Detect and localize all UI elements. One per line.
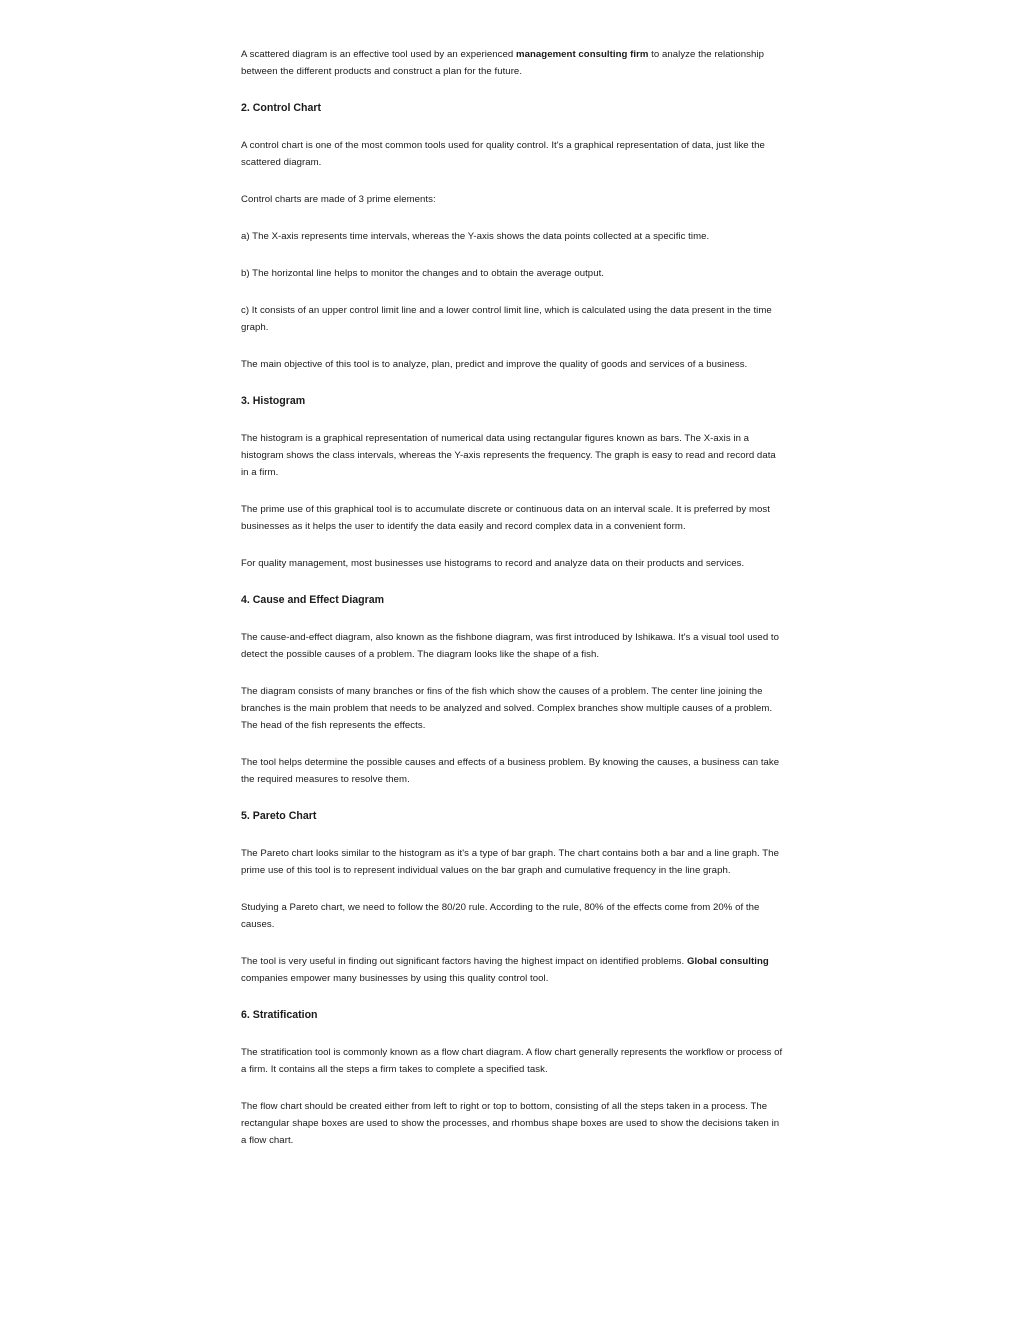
cause-effect-paragraph-1: The cause-and-effect diagram, also known as the fishbone diagram, was first introduced by Ishikawa. It's a visual tool used to detect the possible causes of a problem. The diagram looks like the shape of a fish. <box>241 632 780 660</box>
control-chart-paragraph-3: a) The X-axis represents time intervals, whereas the Y-axis shows the data points collected at a specific time. <box>241 231 710 242</box>
global-consulting-link[interactable]: Global consulting <box>686 956 769 967</box>
histogram-paragraph-1: The histogram is a graphical representation of numerical data using rectangular figures known as bars. The X-axis in a histogram shows the class intervals, whereas the Y-axis represents the frequency. The graph is easy to read and record data in a firm. <box>241 433 776 478</box>
intro-text-after: to analyze the relationship between the different products and construct a plan for the future. <box>241 49 764 77</box>
cause-effect-heading: 4. Cause and Effect Diagram <box>241 594 385 606</box>
article-body <box>241 46 786 1169</box>
control-chart-paragraph-4: b) The horizontal line helps to monitor the changes and to obtain the average output. <box>241 268 605 279</box>
intro-paragraph <box>241 46 786 80</box>
management-consulting-link[interactable]: management consulting firm <box>516 49 649 60</box>
stratification-heading: 6. Stratification <box>241 1009 318 1021</box>
pareto-text-after: companies empower many businesses by using this quality control tool. <box>241 973 549 984</box>
cause-effect-paragraph-3: The tool helps determine the possible causes and effects of a business problem. By knowing the causes, a business can take the required measures to resolve them. <box>241 757 780 785</box>
stratification-paragraph-2: The flow chart should be created either from left to right or top to bottom, consisting of all the steps taken in a process. The rectangular shape boxes are used to show the processes, and rhombus shape boxes are used to show the decisions taken in a flow chart. <box>241 1101 780 1146</box>
control-chart-paragraph-2: Control charts are made of 3 prime elements: <box>241 194 436 205</box>
pareto-heading: 5. Pareto Chart <box>241 810 317 822</box>
histogram-paragraph-3: For quality management, most businesses use histograms to record and analyze data on their products and services. <box>241 558 745 569</box>
pareto-paragraph-3 <box>241 953 786 987</box>
intro-text-before: A scattered diagram is an effective tool used by an experienced <box>241 49 517 60</box>
control-chart-paragraph-1: A control chart is one of the most common tools used for quality control. It's a graphical representation of data, just like the scattered diagram. <box>241 140 765 168</box>
histogram-paragraph-2: The prime use of this graphical tool is to accumulate discrete or continuous data on an interval scale. It is preferred by most businesses as it helps the user to identify the data easily and record complex data in a convenient form. <box>241 504 770 532</box>
control-chart-paragraph-6: The main objective of this tool is to analyze, plan, predict and improve the quality of goods and services of a business. <box>241 359 748 370</box>
pareto-paragraph-1: The Pareto chart looks similar to the histogram as it's a type of bar graph. The chart contains both a bar and a line graph. The prime use of this tool is to represent individual values on the bar graph and cumulative frequency in the line graph. <box>241 848 779 876</box>
pareto-paragraph-2: Studying a Pareto chart, we need to follow the 80/20 rule. According to the rule, 80% of the effects come from 20% of the causes. <box>241 902 760 930</box>
stratification-paragraph-1: The stratification tool is commonly known as a flow chart diagram. A flow chart generally represents the workflow or process of a firm. It contains all the steps a firm takes to complete a specified task. <box>241 1047 783 1075</box>
pareto-text-before: The tool is very useful in finding out significant factors having the highest impact on identified problems. <box>241 956 687 967</box>
cause-effect-paragraph-2: The diagram consists of many branches or fins of the fish which show the causes of a problem. The center line joining the branches is the main problem that needs to be analyzed and solved. Complex branches show multiple causes of a problem. The head of the fish represents the effects. <box>241 686 773 731</box>
histogram-heading: 3. Histogram <box>241 395 306 407</box>
control-chart-heading: 2. Control Chart <box>241 102 322 114</box>
control-chart-paragraph-5: c) It consists of an upper control limit line and a lower control limit line, which is calculated using the data present in the time graph. <box>241 305 772 333</box>
